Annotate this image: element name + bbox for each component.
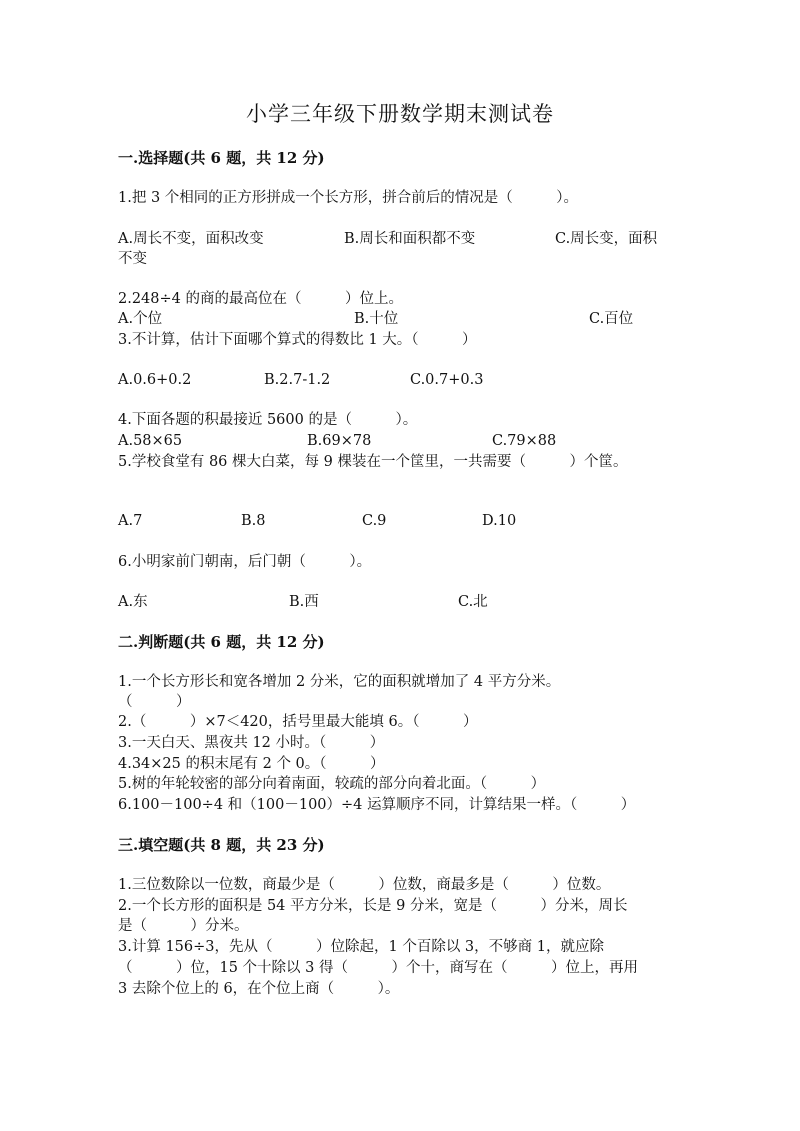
- list-item: 6.100－100÷4 和（100－100）÷4 运算顺序不同，计算结果一样。（ ）: [118, 797, 636, 813]
- section-heading-judgement: 二.判断题(共 6 题，共 12 分): [118, 633, 325, 651]
- section-heading-fill: 三.填空题(共 8 题，共 23 分): [118, 836, 325, 854]
- option-b: B.2.7-1.2: [264, 372, 331, 388]
- option-b: B.西: [289, 594, 319, 610]
- list-item: 1.一个长方形长和宽各增加 2 分米，它的面积就增加了 4 平方分米。: [118, 674, 561, 690]
- option-a: A.个位: [118, 311, 163, 327]
- list-item: （ ）: [118, 694, 191, 710]
- question-stem: 2.248÷4 的商的最高位在（ ）位上。: [118, 291, 403, 307]
- list-item: 3.一天白天、黑夜共 12 小时。（ ）: [118, 735, 385, 751]
- list-item: 1.三位数除以一位数，商最少是（ ）位数，商最多是（ ）位数。: [118, 877, 611, 893]
- list-item: 3 去除个位上的 6，在个位上商（ ）。: [118, 981, 400, 997]
- question-stem: 4.下面各题的积最接近 5600 的是（ ）。: [118, 412, 418, 428]
- option-c: C.周长变，面积: [555, 231, 658, 247]
- list-item: 3.计算 156÷3，先从（ ）位除起，1 个百除以 3，不够商 1，就应除: [118, 939, 604, 955]
- option-c-wrap: 不变: [118, 251, 147, 267]
- list-item: 2.（ ）×7＜420，括号里最大能填 6。（ ）: [118, 714, 478, 730]
- option-a: A.东: [118, 594, 148, 610]
- option-a: A.周长不变，面积改变: [118, 231, 264, 247]
- list-item: 4.34×25 的积末尾有 2 个 0。（ ）: [118, 756, 385, 772]
- option-c: C.百位: [589, 311, 634, 327]
- option-b: B.69×78: [307, 433, 372, 449]
- question-stem: 3.不计算，估计下面哪个算式的得数比 1 大。（ ）: [118, 332, 477, 348]
- option-c: C.9: [362, 513, 387, 529]
- question-stem: 6.小明家前门朝南，后门朝（ ）。: [118, 554, 372, 570]
- question-stem: 1.把 3 个相同的正方形拼成一个长方形，拼合前后的情况是（ ）。: [118, 190, 579, 206]
- list-item: 2.一个长方形的面积是 54 平方分米，长是 9 分米，宽是（ ）分米，周长: [118, 898, 628, 914]
- option-b: B.周长和面积都不变: [344, 231, 476, 247]
- option-a: A.0.6+0.2: [118, 372, 192, 388]
- option-b: B.8: [241, 513, 266, 529]
- option-c: C.北: [458, 594, 488, 610]
- question-stem: 5.学校食堂有 86 棵大白菜，每 9 棵装在一个筐里，一共需要（ ）个筐。: [118, 454, 628, 470]
- option-a: A.7: [118, 513, 143, 529]
- option-b: B.十位: [354, 311, 399, 327]
- option-c: C.79×88: [492, 433, 557, 449]
- option-c: C.0.7+0.3: [410, 372, 484, 388]
- section-heading-choice: 一.选择题(共 6 题，共 12 分): [118, 149, 325, 167]
- option-a: A.58×65: [118, 433, 183, 449]
- list-item: 5.树的年轮较密的部分向着南面，较疏的部分向着北面。（ ）: [118, 776, 546, 792]
- option-d: D.10: [482, 513, 517, 529]
- page-title: 小学三年级下册数学期末测试卷: [246, 102, 554, 126]
- list-item: 是（ ）分米。: [118, 918, 249, 934]
- list-item: （ ）位，15 个十除以 3 得（ ）个十，商写在（ ）位上，再用: [118, 960, 639, 976]
